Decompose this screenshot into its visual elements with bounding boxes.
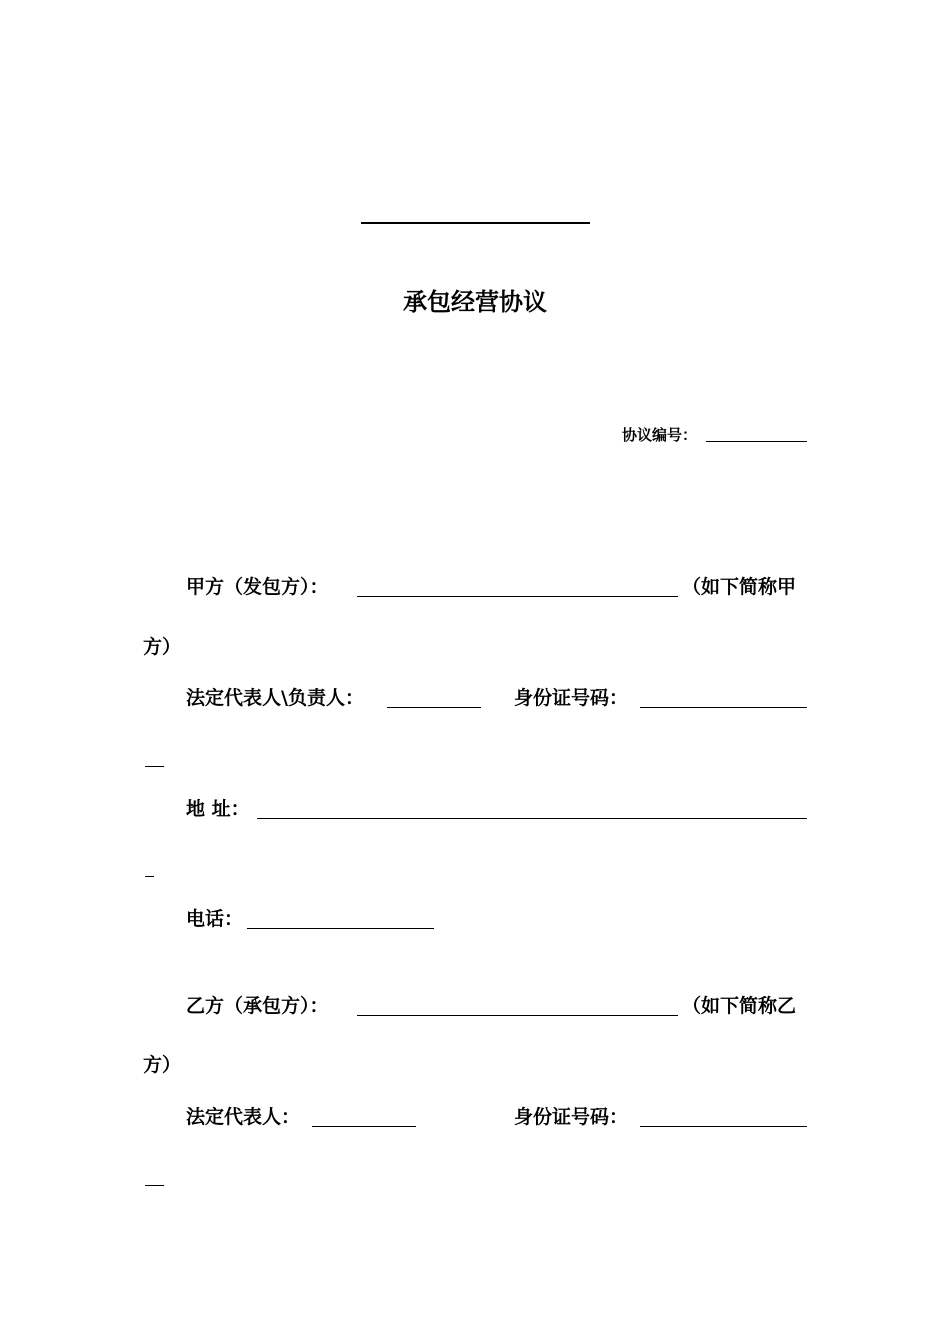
party-a-abbr-note-cont: 方） [143, 636, 182, 658]
party-b-id-field[interactable] [640, 1126, 807, 1127]
party-a-id-field-cont[interactable] [145, 766, 164, 767]
party-a-address-field-cont[interactable] [145, 876, 154, 877]
party-a-abbr-note: （如下简称甲 [682, 576, 797, 598]
party-a-phone-label: 电话： [186, 908, 244, 930]
party-a-address-label: 地 址： [186, 798, 250, 820]
party-a-id-label: 身份证号码： [514, 687, 629, 709]
party-b-abbr-note-cont: 方） [143, 1054, 182, 1076]
party-b-heading: 乙方（承包方）： [186, 995, 329, 1017]
party-b-abbr-note: （如下简称乙 [682, 995, 797, 1017]
agreement-number-field[interactable] [706, 441, 807, 442]
party-b-name-field[interactable] [357, 1015, 678, 1016]
header-rule [361, 222, 590, 224]
party-a-rep-label: 法定代表人\负责人： [186, 687, 364, 709]
party-b-rep-field[interactable] [312, 1126, 416, 1127]
agreement-number-label: 协议编号： [622, 426, 698, 444]
party-b-id-field-cont[interactable] [145, 1185, 164, 1186]
party-a-phone-field[interactable] [247, 928, 434, 929]
party-a-rep-field[interactable] [387, 707, 481, 708]
party-b-id-label: 身份证号码： [514, 1106, 629, 1128]
party-a-name-field[interactable] [357, 596, 678, 597]
party-a-heading: 甲方（发包方）： [186, 576, 329, 598]
page-title: 承包经营协议 [403, 287, 547, 316]
party-a-id-field[interactable] [640, 707, 807, 708]
party-a-address-field[interactable] [257, 818, 807, 819]
party-b-rep-label: 法定代表人： [186, 1106, 301, 1128]
